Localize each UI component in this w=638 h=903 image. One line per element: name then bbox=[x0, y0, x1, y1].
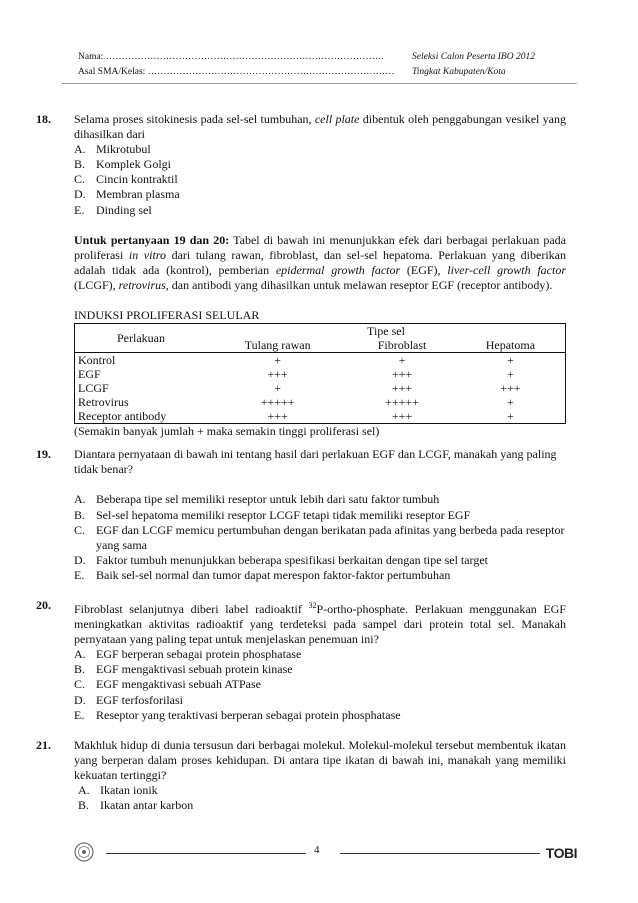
question-20 bbox=[36, 598, 566, 723]
page-footer bbox=[62, 842, 577, 864]
question-number: 19. bbox=[36, 447, 51, 462]
footer-line-left bbox=[106, 853, 306, 854]
option: E. Baik sel-sel normal dan tumor dapat merespon faktor-faktor pertumbuhan bbox=[74, 567, 451, 582]
question-number: 21. bbox=[36, 737, 51, 752]
question-number: 20. bbox=[36, 597, 51, 612]
option: C. EGF mengaktivasi sebuah ATPase bbox=[74, 677, 261, 692]
table-row: Retrovirus +++++ +++++ + bbox=[75, 395, 566, 409]
option: A. Beberapa tipe sel memiliki reseptor untuk lebih dari satu faktor tumbuh bbox=[74, 492, 440, 507]
question-text: Diantara pernyataan di bawah ini tentang hasil dari perlakuan EGF dan LCGF, manakah yang paling tidak benar? bbox=[74, 447, 557, 477]
school-field-label: Asal SMA/Kelas: …………………………………………………………………… bbox=[78, 67, 395, 77]
option: C. Cincin kontraktil bbox=[74, 172, 178, 187]
col-header: Tulang rawan bbox=[207, 338, 348, 353]
option: B. EGF mengaktivasi sebuah protein kinase bbox=[74, 662, 293, 677]
exam-content bbox=[36, 112, 566, 813]
page-header bbox=[78, 50, 570, 80]
question-18 bbox=[36, 112, 566, 439]
option: D. Faktor tumbuh menunjukkan beberapa spesifikasi berkaitan dengan tipe sel target bbox=[74, 552, 488, 567]
col-header: Fibroblast bbox=[348, 338, 455, 353]
seal-icon bbox=[74, 842, 94, 862]
option: B. Sel-sel hepatoma memiliki reseptor LCGF tetapi tidak memiliki reseptor EGF bbox=[74, 507, 471, 522]
question-number: 18. bbox=[36, 112, 51, 126]
question-text: Selama proses sitokinesis pada sel-sel tumbuhan, cell plate dibentuk oleh penggabungan vesikel yang dihasilkan dari bbox=[74, 112, 566, 142]
question-text: Makhluk hidup di dunia tersusun dari berbagai molekul. Molekul-molekul tersebut membentuk ikatan yang berperan dalam proses kehidupan. Di antara tipe ikatan di bawah ini, manakah yang memiliki kekuatan tertinggi? bbox=[74, 737, 566, 782]
name-field-label: Nama: ……………………………………………………………………………. bbox=[78, 52, 384, 62]
table-title: INDUKSI PROLIFERASI SELULAR bbox=[74, 308, 260, 323]
option: A. Ikatan ionik bbox=[78, 783, 158, 797]
option: A. EGF berperan sebagai protein phosphatase bbox=[74, 647, 302, 662]
col-header-treatment: Perlakuan bbox=[75, 324, 208, 353]
table-row: LCGF + +++ +++ bbox=[75, 381, 566, 395]
option: D. Membran plasma bbox=[74, 187, 180, 202]
question-21 bbox=[36, 738, 566, 813]
option: B. Ikatan antar karbon bbox=[78, 798, 194, 813]
footer-line-right bbox=[340, 853, 540, 854]
proliferation-table bbox=[74, 323, 566, 424]
col-header: Hepatoma bbox=[456, 338, 566, 353]
header-divider bbox=[62, 83, 577, 84]
option: C. EGF dan LCGF memicu pertumbuhan dengan berikatan pada afinitas yang berbeda pada reseptor yang sama bbox=[74, 522, 565, 552]
option: E. Reseptor yang teraktivasi berperan sebagai protein phosphatase bbox=[74, 707, 401, 722]
question-text: Fibroblast selanjutnya diberi label radioaktif $^{32}$P-ortho-phosphate. Perlakuan menggunakan EGF meningkatkan aktivitas radioaktif yang terdeteksi pada sampel dari protein total sel. Manakah pernyataan yang paling tepat untuk menjelaskan penemuan ini? bbox=[74, 600, 566, 647]
level-title: Tingkat Kabupaten/Kota bbox=[412, 67, 506, 77]
intro-paragraph: Untuk pertanyaan 19 dan 20: Tabel di bawah ini menunjukkan efek dari berbagai perlakuan pada proliferasi in vitro dari tulang rawan, fibroblast, dan sel-sel hepatoma. Perlakuan yang diberikan adalah tidak ada (kontrol), pemberian epidermal growth factor (EGF), liver-cell growth factor (LCGF), retrovirus, dan antibodi yang dihasilkan untuk melawan reseptor EGF (receptor antibody). bbox=[74, 232, 567, 292]
option: A. Mikrotubul bbox=[74, 142, 151, 157]
option: D. EGF terfosforilasi bbox=[74, 692, 183, 707]
tobi-logo: TOBI bbox=[545, 845, 577, 861]
table-row: Receptor antibody +++ +++ + bbox=[75, 409, 566, 424]
option: B. Komplek Golgi bbox=[74, 157, 171, 172]
table-row: Kontrol + + + bbox=[75, 353, 566, 368]
option: E. Dinding sel bbox=[74, 202, 152, 217]
page-number: 4 bbox=[314, 844, 320, 856]
question-19 bbox=[36, 447, 566, 583]
selection-title: Seleksi Calon Peserta IBO 2012 bbox=[412, 52, 535, 62]
col-header-celltype: Tipe sel bbox=[207, 324, 566, 339]
table-row: EGF +++ +++ + bbox=[75, 367, 566, 381]
table-note: (Semakin banyak jumlah + maka semakin tinggi proliferasi sel) bbox=[74, 424, 380, 439]
